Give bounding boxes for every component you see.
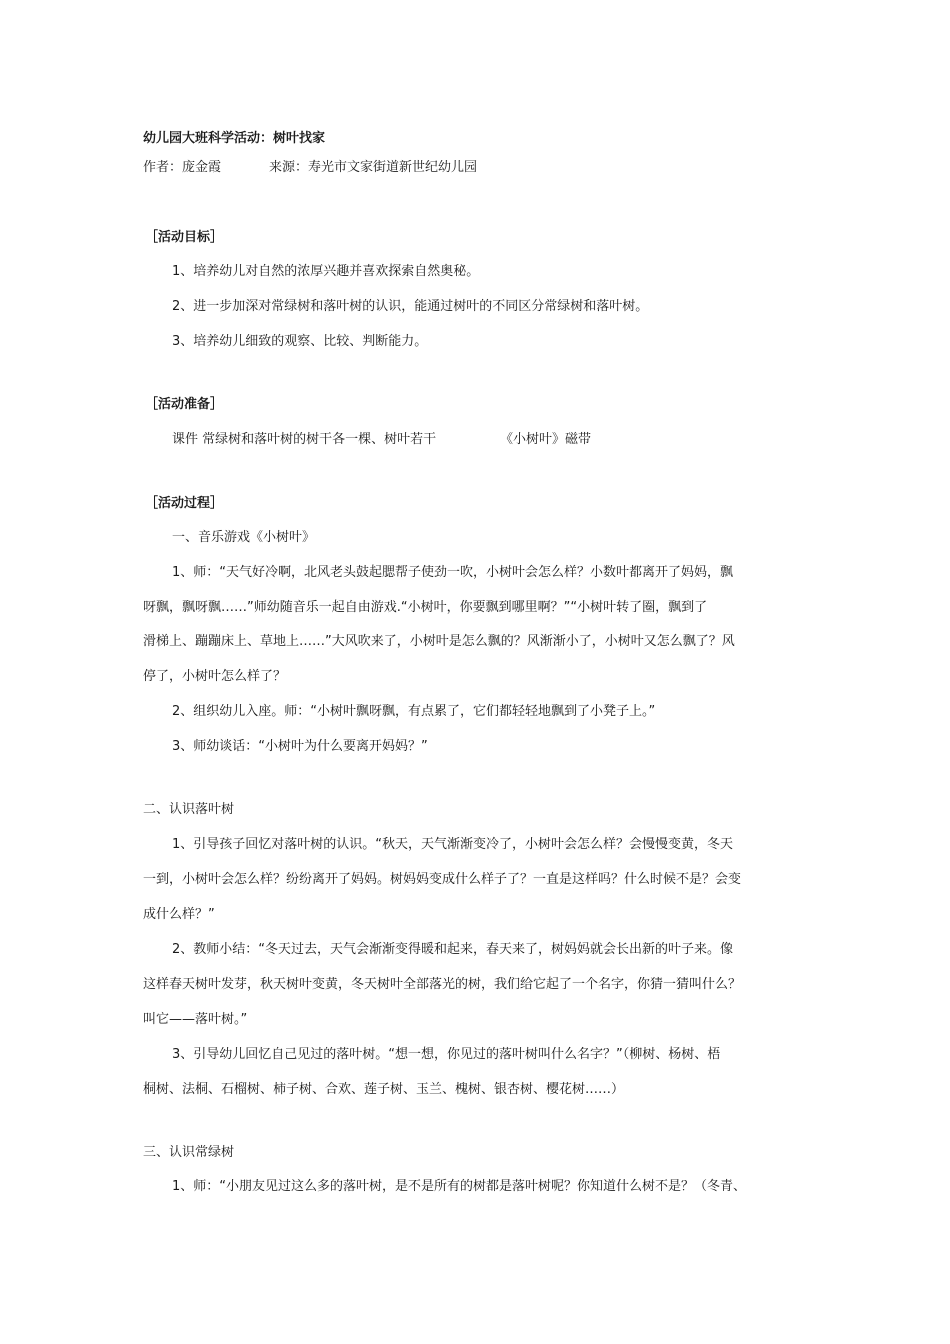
paragraph-line: 1、引导孩子回忆对落叶树的认识。“秋天，天气渐渐变冷了，小树叶会怎么样？会慢慢变黄，冬天 [172,837,734,852]
source-label: 来源：寿光市文家街道新世纪幼儿园 [269,160,478,175]
part-title: 二、认识落叶树 [143,802,235,817]
prep-materials: 课件 常绿树和落叶树的树干各一棵、树叶若干 [172,432,437,447]
goal-item: 1、培养幼儿对自然的浓厚兴趣并喜欢探索自然奥秘。 [172,264,480,279]
author-line [143,159,477,177]
paragraph-line: 桐树、法桐、石榴树、柿子树、合欢、莲子树、玉兰、槐树、银杏树、樱花树……） [143,1082,625,1097]
paragraph-line: 这样春天树叶发芽，秋天树叶变黄，冬天树叶全部落光的树，我们给它起了一个名字，你猜一猜叫什么？ [143,977,742,992]
paragraph-line: 1、师：“小朋友见过这么多的落叶树，是不是所有的树都是落叶树呢？你知道什么树不是？（冬青、 [172,1179,747,1194]
paragraph-line: 滑梯上、蹦蹦床上、草地上……”大风吹来了，小树叶是怎么飘的？风渐渐小了，小树叶又怎么飘了？风 [143,634,735,649]
paragraph-line: 叫它——落叶树。” [143,1012,248,1027]
part-title: 一、音乐游戏《小树叶》 [172,530,316,545]
paragraph-line: 成什么样？” [143,907,215,922]
paragraph-line: 停了，小树叶怎么样了？ [143,669,287,684]
author-label: 作者：庞金霞 [143,160,222,175]
document-title: 幼儿园大班科学活动：树叶找家 [143,131,326,146]
paragraph-line: 2、教师小结：“冬天过去，天气会渐渐变得暖和起来，春天来了，树妈妈就会长出新的叶子来。像 [172,942,734,957]
paragraph-line: 1、师：“天气好冷啊，北风老头鼓起腮帮子使劲一吹，小树叶会怎么样？小数叶都离开了妈妈，飘 [172,565,734,580]
section-heading-process: ［活动过程］ [145,496,224,511]
paragraph-line: 一到，小树叶会怎么样？纷纷离开了妈妈。树妈妈变成什么样子了？一直是这样吗？什么时候不是？会变 [143,872,742,887]
paragraph-line: 呀飘，飘呀飘……”师幼随音乐一起自由游戏.“小树叶，你要飘到哪里啊？”“小树叶转了圈，飘到了 [143,600,708,615]
prep-tape: 《小树叶》磁带 [500,432,592,447]
paragraph-line: 3、师幼谈话：“小树叶为什么要离开妈妈？” [172,739,428,754]
goal-item: 2、进一步加深对常绿树和落叶树的认识，能通过树叶的不同区分常绿树和落叶树。 [172,299,649,314]
goal-item: 3、培养幼儿细致的观察、比较、判断能力。 [172,334,428,349]
paragraph-line: 3、引导幼儿回忆自己见过的落叶树。“想一想，你见过的落叶树叫什么名字？”（柳树、杨树、梧 [172,1047,721,1062]
section-heading-prep: ［活动准备］ [145,397,224,412]
section-heading-goals: ［活动目标］ [145,230,224,245]
paragraph-line: 2、组织幼儿入座。师：“小树叶飘呀飘，有点累了，它们都轻轻地飘到了小凳子上。” [172,704,656,719]
part-title: 三、认识常绿树 [143,1145,235,1160]
